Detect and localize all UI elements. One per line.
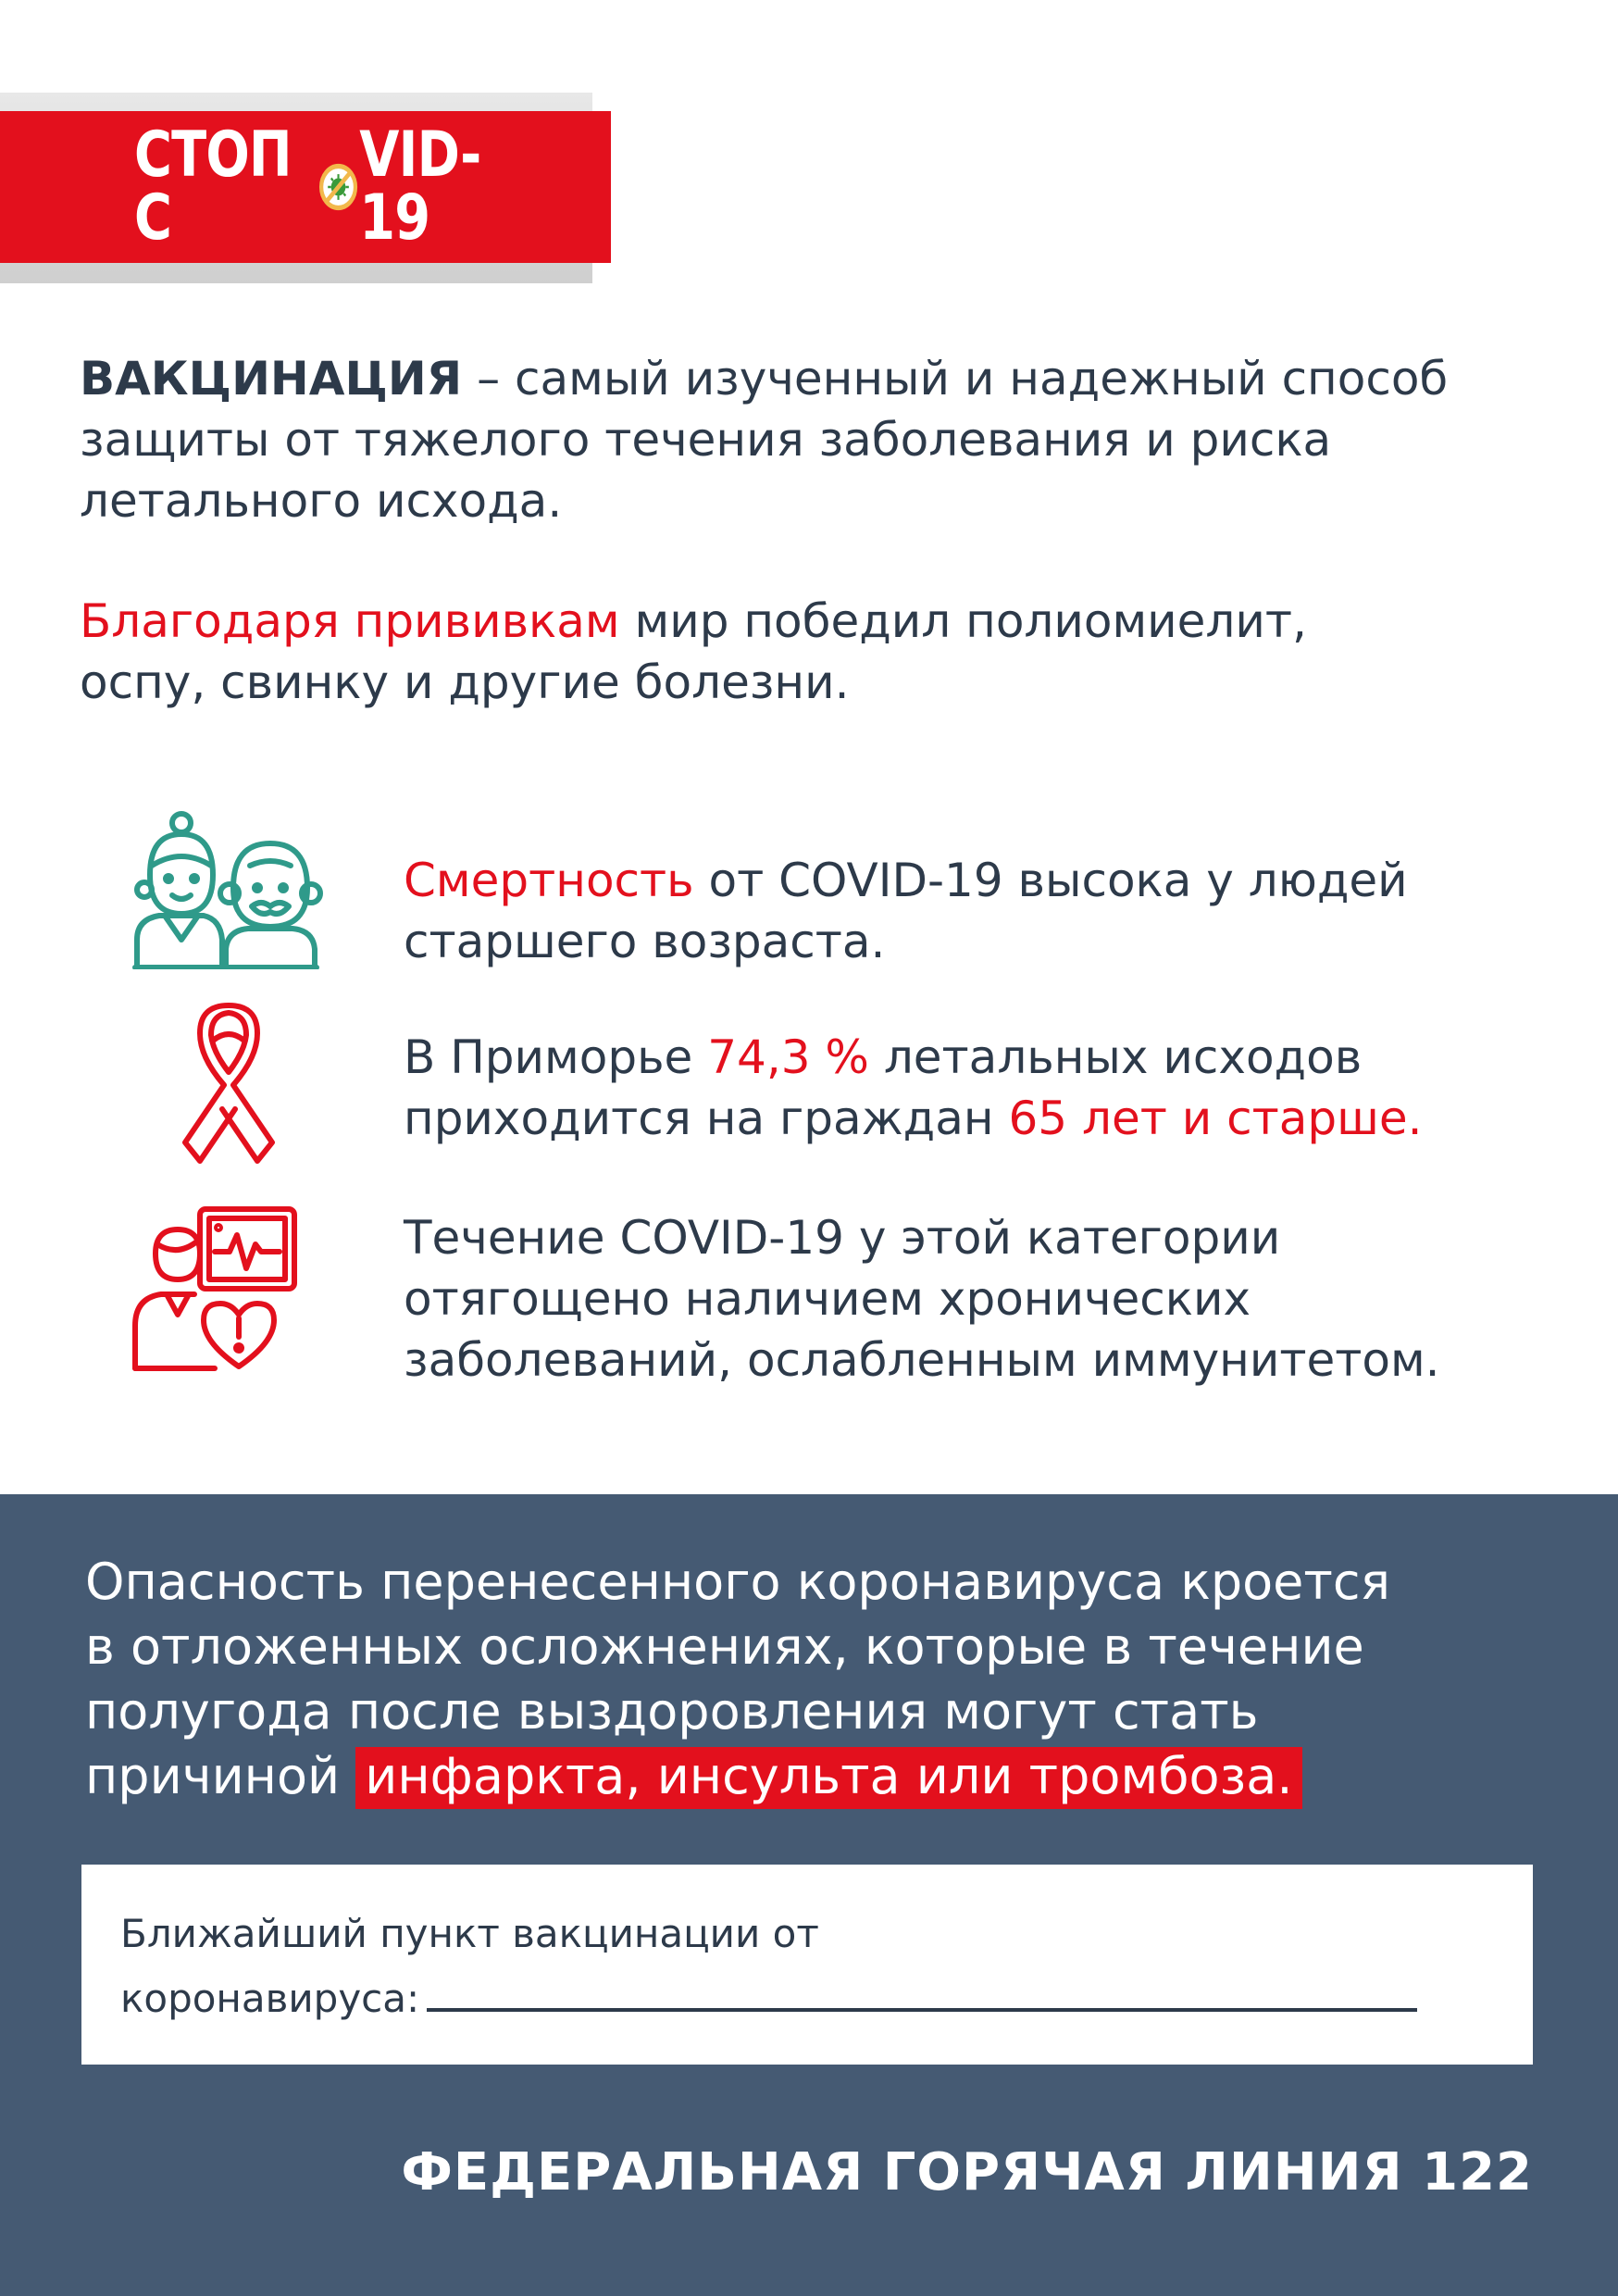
complications-highlight: инфаркта, инсульта или тромбоза. xyxy=(355,1747,1301,1809)
intro-p1-line3: летального исхода. xyxy=(80,474,563,528)
fact-1-line2: старшего возраста. xyxy=(404,915,886,968)
intro-p2-line2: оспу, свинку и другие болезни. xyxy=(80,655,850,709)
intro-p2-line1: мир победил полиомиелит, xyxy=(619,594,1307,648)
vaccination-point-line1: Ближайший пункт вакцинации от xyxy=(120,1911,819,1956)
crossed-virus-icon xyxy=(318,159,358,215)
federal-hotline: ФЕДЕРАЛЬНАЯ ГОРЯЧАЯ ЛИНИЯ 122 xyxy=(401,2142,1533,2202)
logo-text-start: СТОП C xyxy=(134,119,292,255)
heart-monitor-patient-icon xyxy=(130,1204,300,1372)
percent-highlight: 74,3 % xyxy=(707,1030,869,1084)
vaccination-point-card xyxy=(81,1865,1533,2065)
intro-text xyxy=(80,348,1561,713)
bottom-panel xyxy=(0,1494,1618,2296)
vaccination-point-text xyxy=(120,1902,1490,2031)
fact-3-line1: Течение COVID-19 у этой категории xyxy=(404,1211,1281,1265)
mortality-highlight: Смертность xyxy=(404,854,694,907)
fact-1-line1: от COVID-19 высока у людей xyxy=(693,854,1408,907)
fact-mortality-text xyxy=(404,850,1598,972)
fact-chronic-text xyxy=(404,1207,1598,1391)
fact-primorye-text xyxy=(404,1027,1598,1149)
fact-3-line3: заболеваний, ослабленным иммунитетом. xyxy=(404,1333,1440,1387)
vaccination-point-fill-line[interactable] xyxy=(427,1999,1417,2012)
age-highlight: 65 лет и старше. xyxy=(1008,1092,1423,1145)
stop-covid-logo xyxy=(134,111,525,263)
warning-line1: Опасность перенесенного коронавируса кроется xyxy=(85,1553,1391,1611)
complications-warning xyxy=(85,1550,1566,1809)
intro-p2-highlight: Благодаря прививкам xyxy=(80,594,620,648)
intro-paragraph-2 xyxy=(80,591,1561,713)
warning-line3: полугода после выздоровления могут стать xyxy=(85,1682,1259,1741)
elderly-couple-icon xyxy=(131,810,326,969)
fact-3-line2: отягощено наличием хронических xyxy=(404,1272,1251,1326)
warning-line2: в отложенных осложнениях, которые в течение xyxy=(85,1617,1364,1676)
intro-p1-line1: – самый изученный и надежный способ xyxy=(462,352,1449,406)
awareness-ribbon-icon xyxy=(172,1000,285,1167)
intro-paragraph-1 xyxy=(80,348,1561,531)
header-banner xyxy=(0,111,611,263)
fact-2-line1-start: В Приморье xyxy=(404,1030,708,1084)
fact-2-line2-start: приходится на граждан xyxy=(404,1092,1009,1145)
fact-2-line1-end: летальных исходов xyxy=(868,1030,1363,1084)
vaccination-point-label: коронавируса: xyxy=(120,1976,420,2021)
intro-p1-line2: защиты от тяжелого течения заболевания и риска xyxy=(80,413,1332,467)
vaccination-heading: ВАКЦИНАЦИЯ xyxy=(80,352,463,406)
warning-line4-start: причиной xyxy=(85,1747,356,1805)
logo-text-end: VID-19 xyxy=(359,119,481,255)
